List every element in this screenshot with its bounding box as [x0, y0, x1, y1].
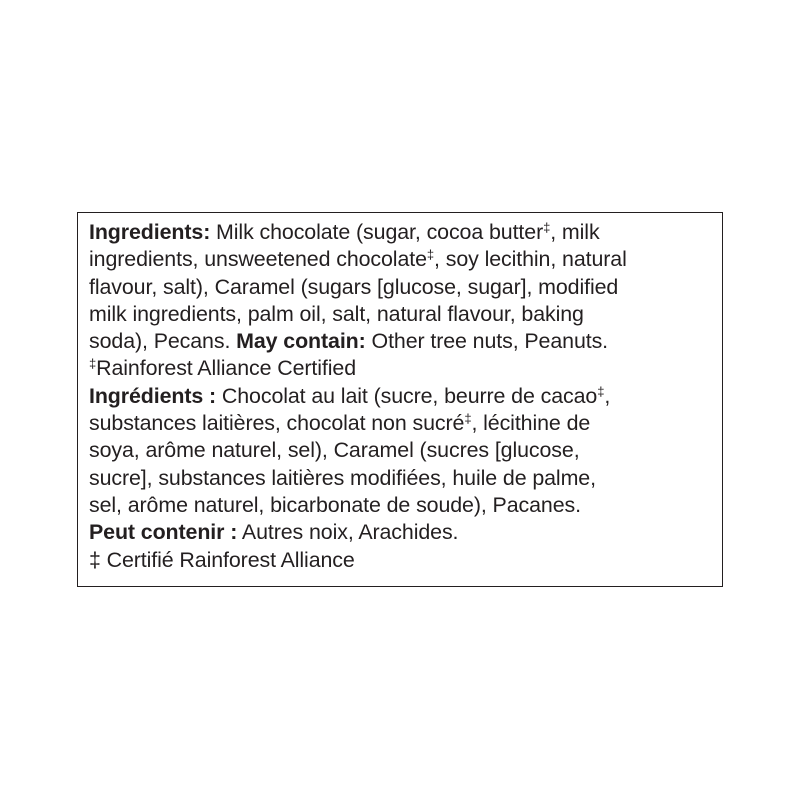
english-certification: ‡Rainforest Alliance Certified — [89, 356, 356, 381]
french-may-contain — [89, 519, 712, 546]
english-may-contain-label: May contain: — [236, 329, 366, 354]
dagger-mark: ‡ — [597, 383, 605, 399]
french-line-2: substances laitières, chocolat non sucré‡, lécithine de — [89, 411, 591, 436]
english-heading: Ingredients: — [89, 220, 211, 244]
french-line-3: soya, arôme naturel, sel), Caramel (sucres [glucose, — [89, 438, 580, 463]
english-line-5: soda), Pecans. May contain: Other tree nuts, Peanuts. — [89, 329, 609, 354]
dagger-mark: ‡ — [426, 247, 435, 263]
english-line-3: flavour, salt), Caramel (sugars [glucose, sugar], modified — [89, 274, 619, 299]
dagger-mark: ‡ — [89, 356, 97, 372]
dagger-mark: ‡ — [464, 411, 472, 427]
french-line-5: sel, arôme naturel, bicarbonate de soude), Pacanes. — [89, 492, 581, 517]
dagger-mark: ‡ — [543, 220, 551, 235]
dagger-mark: ‡ — [89, 547, 101, 572]
french-may-contain-label: Peut contenir : — [89, 520, 238, 545]
ingredients-panel — [77, 212, 723, 587]
english-line-2: ingredients, unsweetened chocolate‡, soy lecithin, natural — [89, 247, 627, 272]
english-line-1: Ingredients: Milk chocolate (sugar, cocoa butter‡, milk — [89, 220, 600, 244]
french-line-4: sucre], substances laitières modifiées, huile de palme, — [89, 465, 596, 490]
english-line-4: milk ingredients, palm oil, salt, natural flavour, baking — [89, 301, 584, 326]
english-may-contain-text: Other tree nuts, Peanuts. — [365, 329, 609, 354]
french-heading: Ingrédients : — [89, 383, 217, 408]
french-may-contain-text: Autres noix, Arachides. — [237, 520, 459, 545]
french-line-1: Ingrédients : Chocolat au lait (sucre, beurre de cacao‡, — [89, 383, 611, 408]
french-certification: ‡ Certifié Rainforest Alliance — [89, 547, 355, 572]
